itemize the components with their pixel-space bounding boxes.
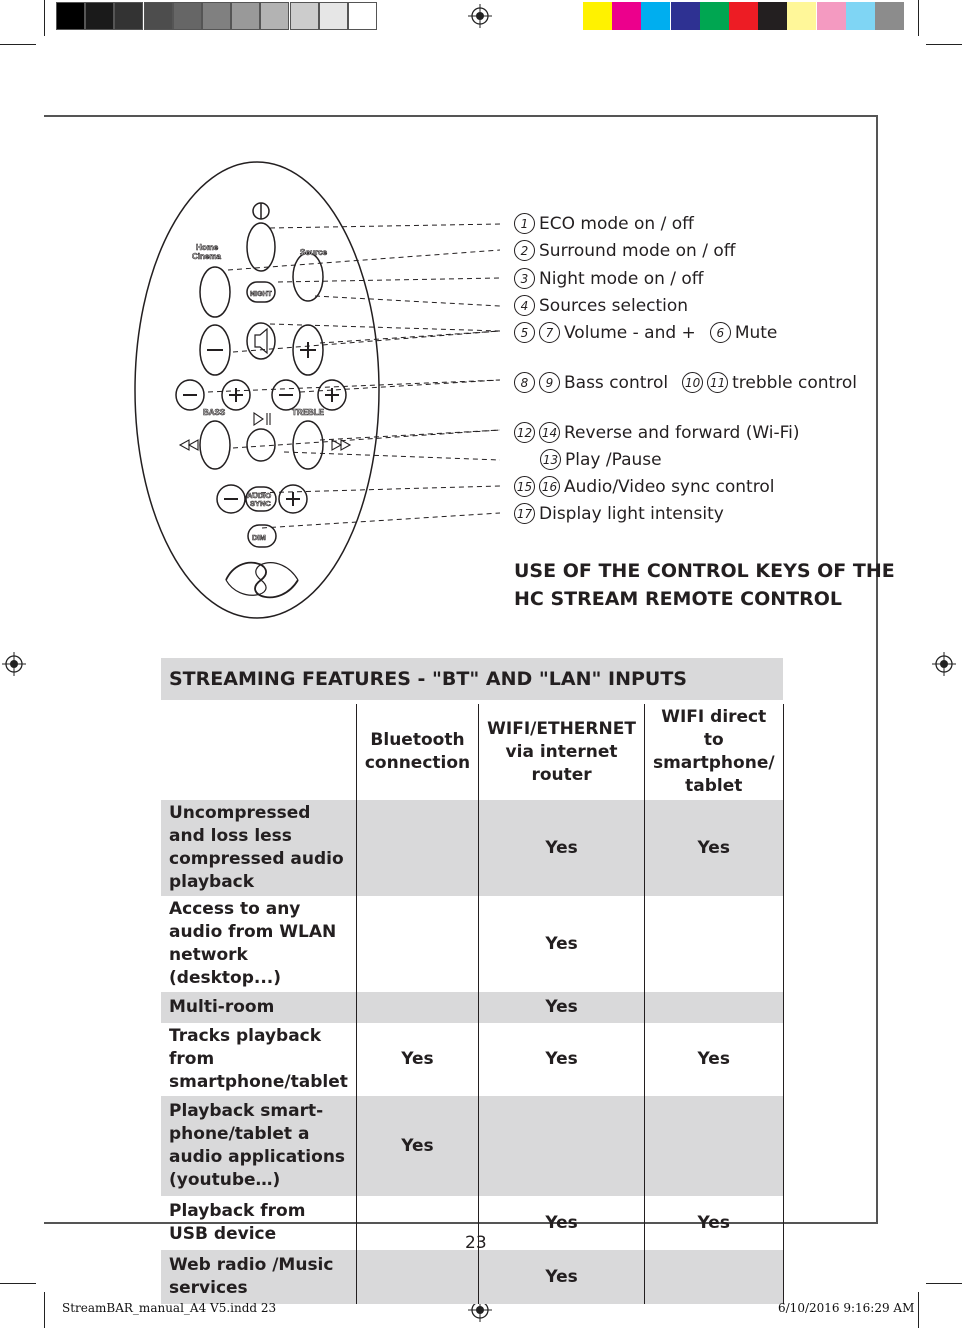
legend-text: Play /Pause	[565, 449, 662, 470]
cinema-label: Cinema	[192, 252, 221, 261]
legend-row	[514, 476, 774, 497]
night-label: NIGHT	[250, 291, 272, 298]
key-number-badge: 14	[539, 422, 560, 443]
table-cell: Yes	[356, 1023, 478, 1096]
audio-label: AUDIO	[247, 491, 272, 500]
remote-section-heading	[514, 557, 895, 613]
table-cell	[356, 800, 478, 896]
table-cell	[356, 1250, 478, 1304]
table-row	[161, 1023, 783, 1096]
heading-line-1: USE OF THE CONTROL KEYS OF THE	[514, 560, 895, 582]
gray-swatch	[290, 2, 319, 30]
color-swatch	[583, 2, 612, 30]
heading-line-2: HC STREAM REMOTE CONTROL	[514, 588, 843, 610]
color-swatch	[641, 2, 670, 30]
dim-label: DIM	[252, 533, 266, 542]
row-label: Access to any audio from WLAN network (desktop...)	[161, 896, 356, 992]
page-frame-top	[44, 115, 878, 117]
row-label: Tracks playback from smartphone/tablet	[161, 1023, 356, 1096]
legend-row	[514, 240, 735, 261]
slug-date: 6/10/2016 9:16:29 AM	[778, 1301, 915, 1315]
color-swatch	[787, 2, 816, 30]
gray-swatch	[173, 2, 202, 30]
key-number-badge: 2	[514, 240, 535, 261]
legend-row	[514, 503, 724, 524]
gray-swatch	[202, 2, 231, 30]
table-row	[161, 896, 783, 992]
color-swatch	[729, 2, 758, 30]
key-number-badge: 7	[539, 322, 560, 343]
gray-swatch	[319, 2, 348, 30]
registration-mark-icon	[932, 652, 956, 676]
table-row	[161, 800, 783, 896]
table-cell: Yes	[479, 1023, 645, 1096]
legend-row	[514, 268, 704, 289]
table-cell	[644, 1250, 783, 1304]
treble-label: TREBLE	[292, 408, 324, 417]
row-label: Multi-room	[161, 992, 356, 1023]
table-cell	[356, 1196, 478, 1250]
row-label: Web radio /Music services	[161, 1250, 356, 1304]
legend-text: ECO mode on / off	[539, 213, 694, 234]
table-cell: Yes	[479, 1196, 645, 1250]
table-cell	[644, 896, 783, 992]
table-cell	[356, 896, 478, 992]
row-label: Uncompressed and loss less compressed audio playback	[161, 800, 356, 896]
table-cell	[356, 992, 478, 1023]
key-number-badge: 3	[514, 268, 535, 289]
legend-row	[514, 422, 800, 443]
table-cell	[644, 992, 783, 1023]
gray-swatch	[260, 2, 289, 30]
table-cell: Yes	[479, 896, 645, 992]
key-number-badge: 12	[514, 422, 535, 443]
gray-swatch	[114, 2, 143, 30]
legend-text: trebble control	[732, 372, 857, 393]
color-swatch	[671, 2, 700, 30]
legend-text: Reverse and forward (Wi-Fi)	[564, 422, 800, 443]
legend-row	[514, 213, 694, 234]
table-row	[161, 992, 783, 1023]
table-cell	[644, 1096, 783, 1196]
legend-row	[540, 449, 662, 470]
table-cell: Yes	[644, 800, 783, 896]
table-row	[161, 1250, 783, 1304]
bass-label: BASS	[203, 408, 226, 417]
legend-text: Audio/Video sync control	[564, 476, 775, 497]
key-number-badge: 11	[707, 372, 728, 393]
row-label: Playback from USB device	[161, 1196, 356, 1250]
table-cell: Yes	[644, 1196, 783, 1250]
legend-text: Night mode on / off	[539, 268, 704, 289]
table-cell	[479, 1096, 645, 1196]
table-cell: Yes	[356, 1096, 478, 1196]
legend-row	[514, 295, 688, 316]
key-number-badge: 13	[540, 449, 561, 470]
key-number-badge: 8	[514, 372, 535, 393]
registration-mark-icon	[2, 652, 26, 676]
page-frame-right	[876, 115, 878, 1224]
legend-text: Sources selection	[539, 295, 689, 316]
legend-text: Surround mode on / off	[539, 240, 736, 261]
color-swatch	[700, 2, 729, 30]
table-header-empty	[161, 704, 356, 800]
table-cell: Yes	[644, 1023, 783, 1096]
key-number-badge: 5	[514, 322, 535, 343]
column-header-wifi-ethernet: WIFI/ETHERNET via internet router	[479, 704, 645, 800]
streaming-features-table	[161, 658, 784, 1304]
legend-text: Bass control	[564, 372, 669, 393]
table-cell: Yes	[479, 1250, 645, 1304]
color-swatch	[846, 2, 875, 30]
gray-swatch	[85, 2, 114, 30]
legend-text: Mute	[734, 322, 778, 343]
key-number-badge: 15	[514, 476, 535, 497]
slug-file-name: StreamBAR_manual_A4 V5.indd 23	[62, 1301, 277, 1315]
gray-swatch	[56, 2, 85, 30]
row-label: Playback smart-phone/tablet a audio applications (youtube…)	[161, 1096, 356, 1196]
legend-row	[514, 372, 857, 393]
key-number-badge: 10	[682, 372, 703, 393]
table-cell: Yes	[479, 992, 645, 1023]
column-header-wifi-direct: WIFI direct to smartphone/ tablet	[644, 704, 783, 800]
table-cell: Yes	[479, 800, 645, 896]
key-number-badge: 1	[514, 213, 535, 234]
page-number: 23	[465, 1233, 487, 1253]
key-number-badge: 9	[539, 372, 560, 393]
color-swatch	[817, 2, 846, 30]
legend-row	[514, 322, 777, 343]
sync-label: SYNC	[250, 499, 271, 508]
leader-lines	[180, 210, 510, 540]
table-header-row	[161, 704, 783, 800]
registration-mark-icon	[468, 4, 492, 28]
home-label: Home	[196, 243, 219, 252]
key-number-badge: 16	[539, 476, 560, 497]
key-number-badge: 6	[710, 322, 731, 343]
key-number-badge: 17	[514, 503, 535, 524]
gray-swatch	[348, 2, 377, 30]
legend-text: Display light intensity	[539, 503, 724, 524]
gray-swatch	[231, 2, 260, 30]
color-swatch	[612, 2, 641, 30]
key-number-badge: 4	[514, 295, 535, 316]
color-swatch	[758, 2, 787, 30]
column-header-bluetooth: Bluetooth connection	[356, 704, 478, 800]
gray-swatch	[144, 2, 173, 30]
source-label: Source	[300, 248, 328, 257]
table-row	[161, 1096, 783, 1196]
table-title: STREAMING FEATURES - "BT" AND "LAN" INPUTS	[161, 658, 783, 700]
legend-text: Volume - and +	[564, 322, 696, 343]
color-swatch	[875, 2, 904, 30]
